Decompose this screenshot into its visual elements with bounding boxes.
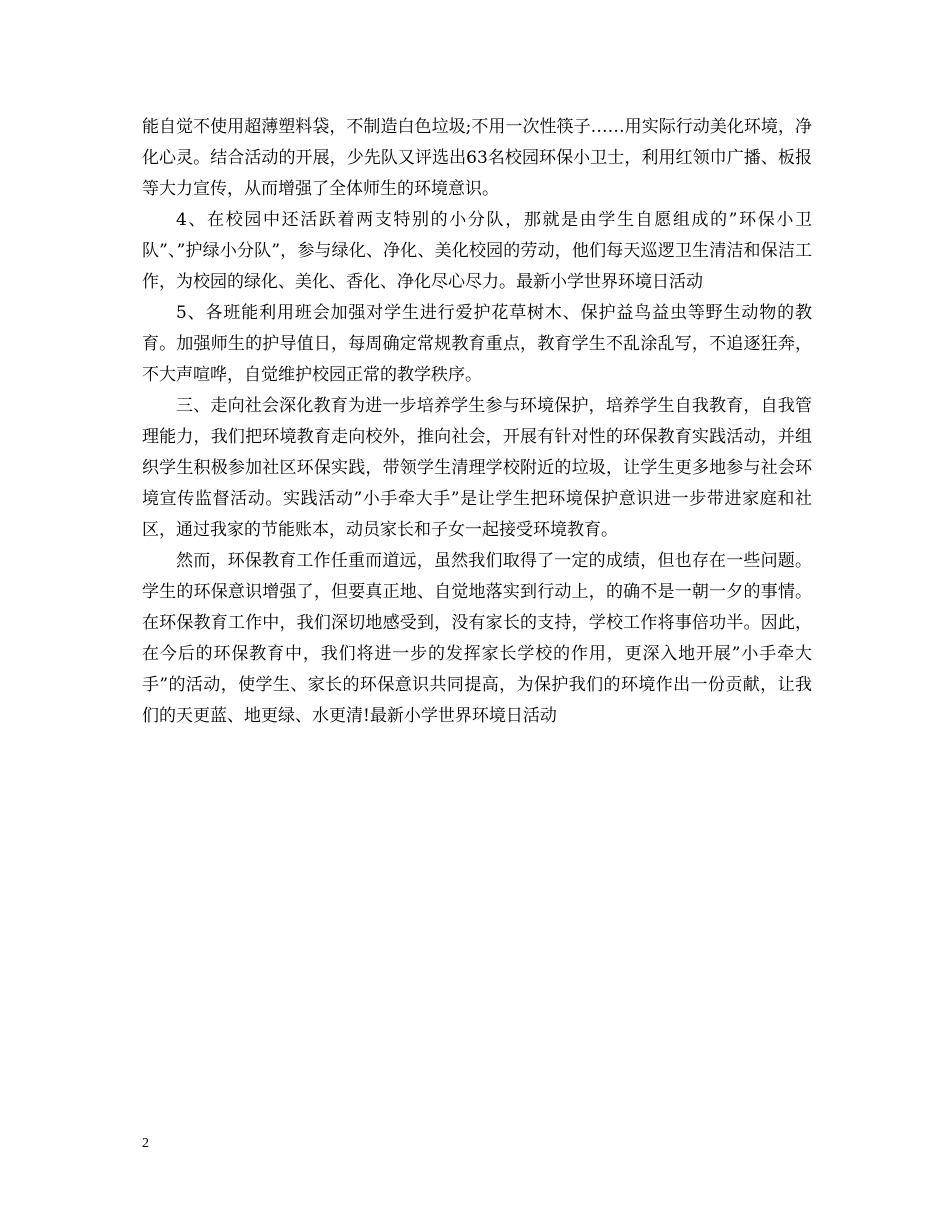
paragraph-4: 三、走向社会深化教育为进一步培养学生参与环境保护，培养学生自我教育，自我管理能力，我们把环境教育走向校外，推向社会，开展有针对性的环保教育实践活动，并组织学生积极参加社区环保实践，带领学生清理学校附近的垃圾，让学生更多地参与社会环境宣传监督活动。实践活动”小手牵大手”是让学生把环境保护意识进一步带进家庭和社区，通过我家的节能账本，动员家长和子女一起接受环境教育。 bbox=[142, 396, 812, 540]
paragraph-3: 5、各班能利用班会加强对学生进行爱护花草树木、保护益鸟益虫等野生动物的教育。加强师生的护导值日，每周确定常规教育重点，教育学生不乱涂乱写，不追逐狂奔，不大声喧哗，自觉维护校园正常的教学秩序。 bbox=[142, 303, 812, 385]
page-number: 2 bbox=[142, 1136, 149, 1151]
paragraph-2: 4、在校园中还活跃着两支特别的小分队，那就是由学生自愿组成的”环保小卫队”、”护绿小分队”，参与绿化、净化、美化校园的劳动，他们每天巡逻卫生清洁和保洁工作，为校园的绿化、美化、香化、净化尽心尽力。最新小学世界环境日活动 bbox=[142, 210, 812, 292]
paragraph-1: 能自觉不使用超薄塑料袋，不制造白色垃圾;不用一次性筷子……用实际行动美化环境，净化心灵。结合活动的开展，少先队又评选出63名校园环保小卫士，利用红领巾广播、板报等大力宣传，从而增强了全体师生的环境意识。 bbox=[142, 117, 812, 199]
document-body bbox=[142, 112, 812, 732]
paragraph-5: 然而，环保教育工作任重而道远，虽然我们取得了一定的成绩，但也存在一些问题。学生的环保意识增强了，但要真正地、自觉地落实到行动上，的确不是一朝一夕的事情。在环保教育工作中，我们深切地感受到，没有家长的支持，学校工作将事倍功半。因此，在今后的环保教育中，我们将进一步的发挥家长学校的作用，更深入地开展”小手牵大手”的活动，使学生、家长的环保意识共同提高，为保护我们的环境作出一份贡献，让我们的天更蓝、地更绿、水更清!最新小学世界环境日活动 bbox=[142, 551, 812, 726]
